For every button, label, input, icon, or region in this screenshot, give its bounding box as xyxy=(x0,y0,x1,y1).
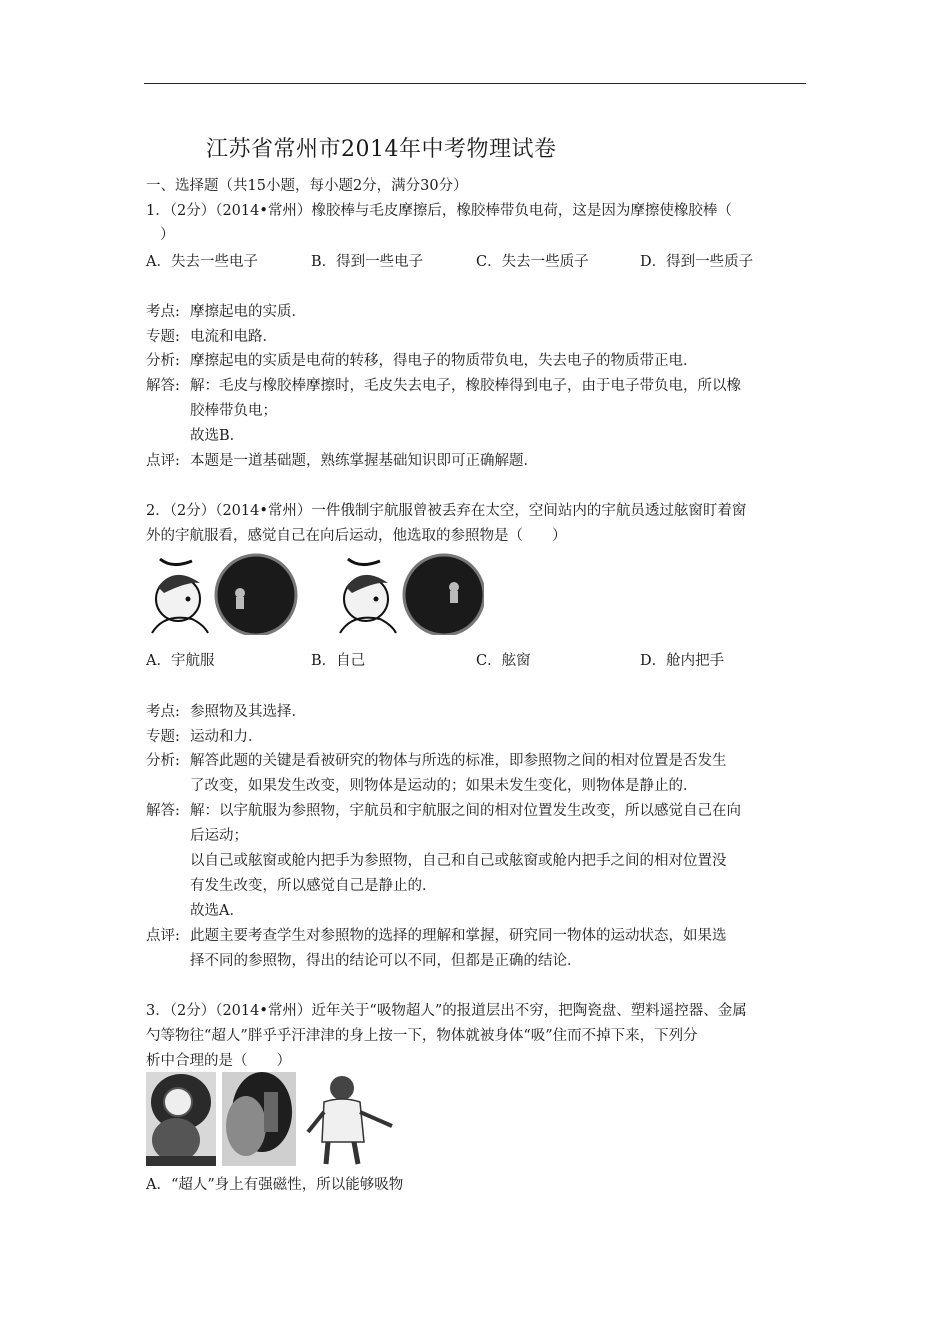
q1-jieda-line2: 胶棒带负电； xyxy=(190,403,277,419)
q1-option-b[interactable]: B．得到一些电子 xyxy=(311,254,424,270)
q2-figure xyxy=(144,547,484,635)
q1-option-d[interactable]: D．得到一些质子 xyxy=(640,254,754,270)
page-title: 江苏省常州市2014年中考物理试卷 xyxy=(206,137,557,162)
q2-option-b[interactable]: B．自己 xyxy=(311,653,366,669)
q3-stem-line1: 3．（2分）（2014•常州）近年关于“吸物超人”的报道层出不穷，把陶瓷盘、塑料遥控器、金属 xyxy=(146,1003,747,1019)
superman-photo-2 xyxy=(222,1072,296,1166)
q1-kaodian: 考点: 摩擦起电的实质． xyxy=(146,304,306,320)
q1-option-c[interactable]: C．失去一些质子 xyxy=(476,254,589,270)
q1-dianping: 点评: 本题是一道基础题，熟练掌握基础知识即可正确解题． xyxy=(146,453,538,469)
astronaut-window-scene-1 xyxy=(152,555,296,635)
q2-dianping-line2: 择不同的参照物，得出的结论可以不同，但都是正确的结论． xyxy=(190,953,582,969)
q1-jieda: 解答: 解：毛皮与橡胶棒摩擦时，毛皮失去电子，橡胶棒得到电子，由于电子带负电，所以橡 xyxy=(146,378,741,394)
q2-option-a[interactable]: A．宇航服 xyxy=(146,653,215,669)
q3-stem-line2: 勺等物往“超人”胖乎乎汗津津的身上按一下，物体就被身体“吸”住而不掉下来，下列分 xyxy=(146,1028,698,1044)
superman-photo-3 xyxy=(302,1072,398,1166)
q3-figure xyxy=(146,1072,398,1166)
section-heading: 一、选择题（共15小题，每小题2分，满分30分） xyxy=(146,178,468,194)
header-rule xyxy=(144,83,806,84)
q2-jieda: 解答: 解：以宇航服为参照物，宇航员和宇航服之间的相对位置发生改变，所以感觉自己在向 xyxy=(146,803,741,819)
astronaut-window-scene-2 xyxy=(340,555,484,635)
q2-jieda-line5: 故选A． xyxy=(190,903,244,919)
q2-option-c[interactable]: C．舷窗 xyxy=(476,653,531,669)
q1-fenxi: 分析: 摩擦起电的实质是电荷的转移，得电子的物质带负电，失去电子的物质带正电． xyxy=(146,353,698,369)
q2-kaodian: 考点: 参照物及其选择． xyxy=(146,704,306,720)
q1-stem-line1: 1．（2分）（2014•常州）橡胶棒与毛皮摩擦后，橡胶棒带负电荷，这是因为摩擦使橡胶棒（ xyxy=(146,203,732,219)
q2-dianping: 点评: 此题主要考查学生对参照物的选择的理解和掌握，研究同一物体的运动状态，如果选 xyxy=(146,928,727,944)
q2-fenxi: 分析: 解答此题的关键是看被研究的物体与所选的标准，即参照物之间的相对位置是否发生 xyxy=(146,753,727,769)
q2-zhuanti: 专题: 运动和力． xyxy=(146,729,263,745)
q2-jieda-line3: 以自己或舷窗或舱内把手为参照物，自己和自己或舷窗或舱内把手之间的相对位置没 xyxy=(190,853,727,869)
q1-option-a[interactable]: A．失去一些电子 xyxy=(146,254,258,270)
q2-jieda-line4: 有发生改变，所以感觉自己是静止的． xyxy=(190,878,437,894)
superman-photo-1 xyxy=(146,1072,216,1166)
q3-stem-line3: 析中合理的是（ ） xyxy=(146,1053,291,1069)
q2-fenxi-line2: 了改变，如果发生改变，则物体是运动的；如果未发生变化，则物体是静止的． xyxy=(190,778,698,794)
q1-stem-line2: ） xyxy=(160,227,175,243)
q2-jieda-line2: 后运动； xyxy=(190,828,248,844)
q2-option-d[interactable]: D．舱内把手 xyxy=(640,653,725,669)
q2-stem-line2: 外的宇航服看，感觉自己在向后运动，他选取的参照物是（ ） xyxy=(146,528,567,544)
q1-zhuanti: 专题: 电流和电路． xyxy=(146,329,277,345)
q1-jieda-line3: 故选B． xyxy=(190,428,245,444)
q2-stem-line1: 2．（2分）（2014•常州）一件俄制宇航服曾被丢弃在太空，空间站内的宇航员透过舷窗盯着窗 xyxy=(146,503,747,519)
q3-option-a[interactable]: A．“超人”身上有强磁性，所以能够吸物 xyxy=(146,1177,404,1193)
